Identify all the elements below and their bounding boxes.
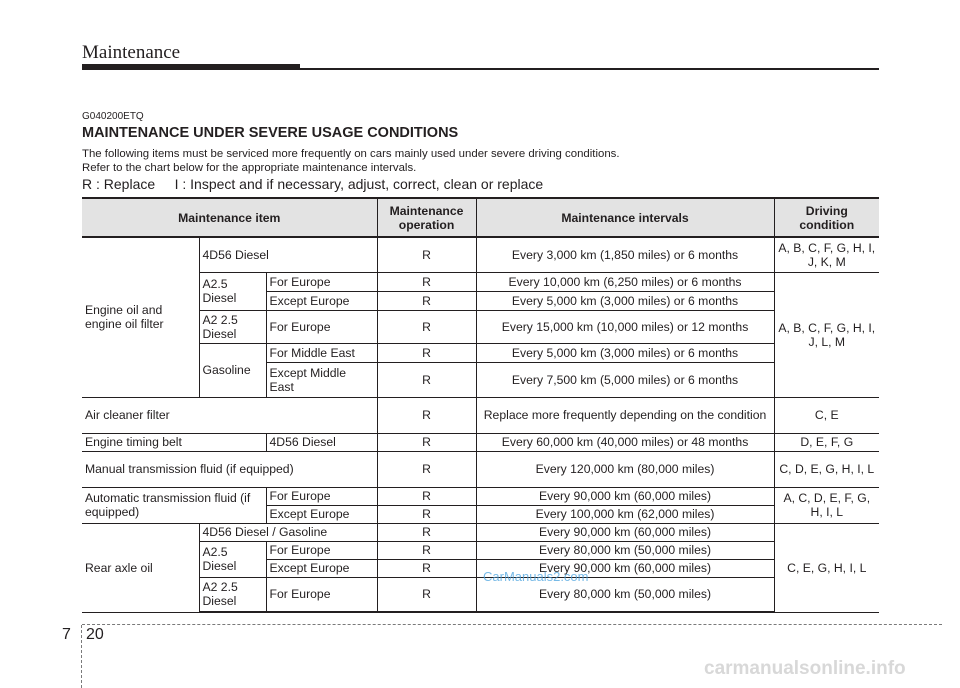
table-row (82, 237, 879, 272)
table-row (82, 397, 879, 433)
legend-text: R : Replace I : Inspect and if necessary, adjust, correct, clean or replace (82, 176, 544, 192)
region-label: For Middle East (266, 343, 377, 362)
intro-line-2: Refer to the chart below for the appropriate maintenance intervals. (82, 162, 417, 174)
operation-cell: R (377, 291, 476, 310)
engine-label: A2 2.5 Diesel (199, 577, 266, 612)
table-header-row (82, 198, 879, 237)
condition-cell: A, B, C, F, G, H, I, J, L, M (774, 272, 879, 397)
table-row (82, 343, 879, 362)
header-item: Maintenance item (82, 198, 377, 237)
interval-cell: Replace more frequently depending on the condition (476, 397, 774, 433)
footer-rule (82, 624, 942, 625)
item-rear-axle: Rear axle oil (82, 523, 199, 612)
region-label: For Europe (266, 310, 377, 343)
condition-cell: A, C, D, E, F, G, H, I, L (774, 487, 879, 523)
operation-cell: R (377, 343, 476, 362)
operation-cell: R (377, 451, 476, 487)
region-label: Except Europe (266, 291, 377, 310)
interval-cell: Every 3,000 km (1,850 miles) or 6 months (476, 237, 774, 272)
interval-cell: Every 10,000 km (6,250 miles) or 6 months (476, 272, 774, 291)
operation-cell: R (377, 505, 476, 523)
region-label: For Europe (266, 541, 377, 559)
table-row (82, 577, 879, 612)
operation-cell: R (377, 237, 476, 272)
footer-chapter-number: 7 (62, 626, 71, 643)
operation-cell: R (377, 272, 476, 291)
region-label: Except Middle East (266, 362, 377, 397)
section-code: G040200ETQ (82, 111, 144, 122)
interval-cell: Every 90,000 km (60,000 miles) (476, 487, 774, 505)
table-row (82, 487, 879, 505)
region-label: For Europe (266, 272, 377, 291)
interval-cell: Every 15,000 km (10,000 miles) or 12 months (476, 310, 774, 343)
interval-cell: Every 5,000 km (3,000 miles) or 6 months (476, 291, 774, 310)
item-auto-trans: Automatic transmission fluid (if equipped) (82, 487, 266, 523)
table-row (82, 541, 879, 559)
footer-divider (81, 625, 82, 688)
operation-cell: R (377, 541, 476, 559)
header-condition: Driving condition (774, 198, 879, 237)
operation-cell: R (377, 559, 476, 577)
engine-label: 4D56 Diesel (199, 237, 377, 272)
section-title: MAINTENANCE UNDER SEVERE USAGE CONDITIONS (82, 125, 459, 141)
item-timing-belt: Engine timing belt (82, 433, 266, 451)
interval-cell: Every 60,000 km (40,000 miles) or 48 months (476, 433, 774, 451)
operation-cell: R (377, 310, 476, 343)
interval-cell: Every 80,000 km (50,000 miles) (476, 577, 774, 612)
watermark-inline: CarManuals2.com (483, 569, 589, 584)
footer-page-number: 20 (86, 626, 104, 643)
interval-cell: Every 90,000 km (60,000 miles) (476, 523, 774, 541)
interval-cell: Every 7,500 km (5,000 miles) or 6 months (476, 362, 774, 397)
engine-label: A2.5 Diesel (199, 541, 266, 577)
intro-line-1: The following items must be serviced more frequently on cars mainly used under severe driving conditions. (82, 148, 620, 160)
engine-label: 4D56 Diesel (266, 433, 377, 451)
watermark-corner: carmanualsonline.info (704, 658, 906, 679)
header-intervals: Maintenance intervals (476, 198, 774, 237)
engine-label: 4D56 Diesel / Gasoline (199, 523, 377, 541)
engine-label: A2.5 Diesel (199, 272, 266, 310)
region-label: For Europe (266, 487, 377, 505)
operation-cell: R (377, 433, 476, 451)
maintenance-table (82, 197, 879, 613)
interval-cell: Every 90,000 km (60,000 miles) (476, 559, 774, 577)
header-rule (82, 68, 879, 70)
table-row (82, 272, 879, 291)
item-manual-trans: Manual transmission fluid (if equipped) (82, 451, 377, 487)
operation-cell: R (377, 487, 476, 505)
operation-cell: R (377, 523, 476, 541)
operation-cell: R (377, 362, 476, 397)
condition-cell: D, E, F, G (774, 433, 879, 451)
region-label: For Europe (266, 577, 377, 612)
interval-cell: Every 5,000 km (3,000 miles) or 6 months (476, 343, 774, 362)
interval-cell: Every 80,000 km (50,000 miles) (476, 541, 774, 559)
condition-cell: C, D, E, G, H, I, L (774, 451, 879, 487)
engine-label: A2 2.5 Diesel (199, 310, 266, 343)
table-row (82, 451, 879, 487)
operation-cell: R (377, 397, 476, 433)
interval-cell: Every 100,000 km (62,000 miles) (476, 505, 774, 523)
table-row (82, 433, 879, 451)
region-label: Except Europe (266, 505, 377, 523)
table-row (82, 310, 879, 343)
engine-label: Gasoline (199, 343, 266, 397)
item-engine-oil: Engine oil and engine oil filter (82, 237, 199, 397)
condition-cell: C, E, G, H, I, L (774, 523, 879, 612)
condition-cell: C, E (774, 397, 879, 433)
header-operation: Maintenance operation (377, 198, 476, 237)
intro-text (82, 147, 620, 175)
operation-cell: R (377, 577, 476, 612)
chapter-title: Maintenance (82, 42, 181, 63)
item-air-cleaner: Air cleaner filter (82, 397, 377, 433)
interval-cell: Every 120,000 km (80,000 miles) (476, 451, 774, 487)
region-label: Except Europe (266, 559, 377, 577)
condition-cell: A, B, C, F, G, H, I, J, K, M (774, 237, 879, 272)
table-row (82, 523, 879, 541)
